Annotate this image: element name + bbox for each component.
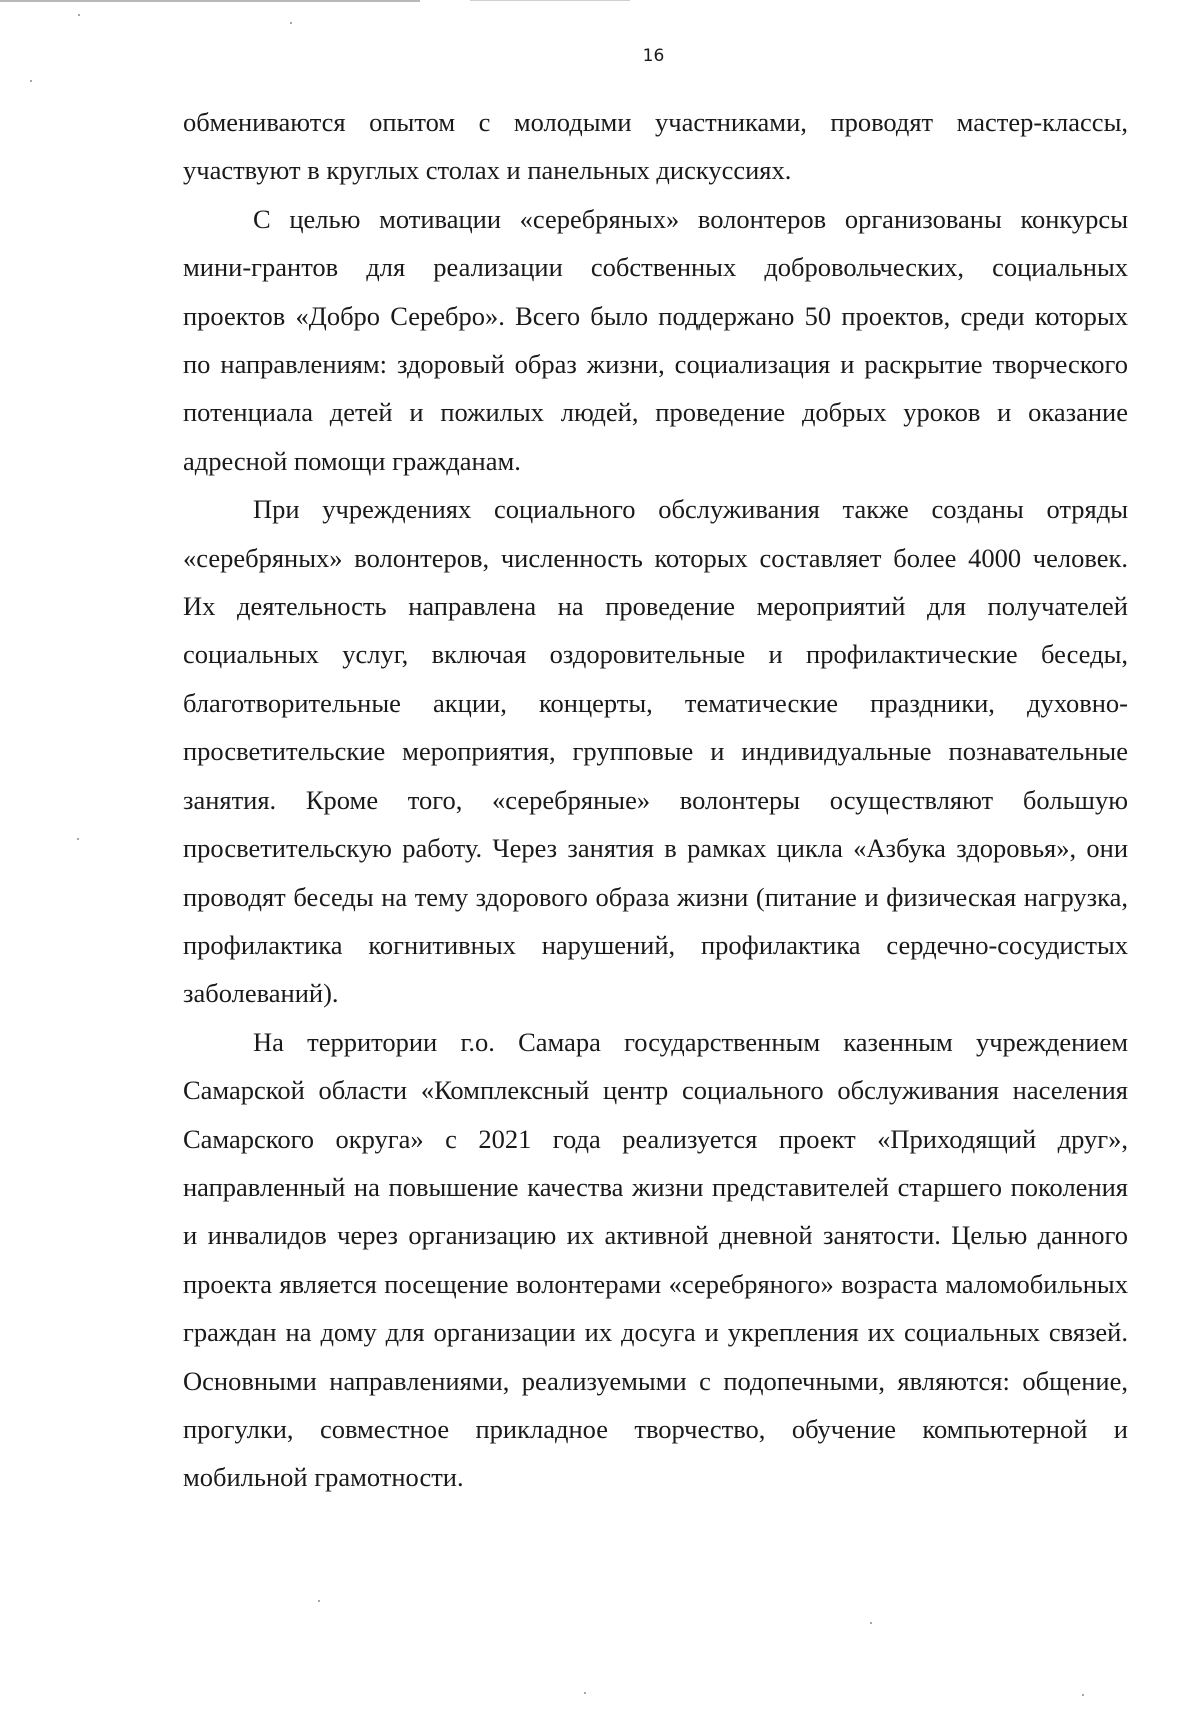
scan-speck [870,1622,872,1624]
paragraph: При учреждениях социального обслуживания также созданы отряды «серебряных» волонтеров, численность которых составляет более 4000 человек. Их деятельность направлена на проведение мероприятий для получателей социальных услуг, включая оздоровительные и профилактические беседы, благотворительные акции, концерты, тематические праздники, духовно-просветительские мероприятия, групповые и индивидуальные познавательные занятия. Кроме того, «серебряные» волонтеры осуществляют большую просветительскую работу. Через занятия в рамках цикла «Азбука здоровья», они проводят беседы на тему здорового образа жизни (питание и физическая нагрузка, профилактика когнитивных нарушений, профилактика сердечно-сосудистых заболеваний). [183,494,1128,1009]
scan-edge-artifact [470,0,630,1]
scan-speck [290,22,292,24]
paragraph: обмениваются опытом с молодыми участниками, проводят мастер-классы, участвуют в круглых столах и панельных дискуссиях. [183,107,1128,186]
document-body [183,98,1128,1502]
scan-speck [318,1600,320,1602]
scan-speck [30,80,32,82]
scan-speck [77,838,79,840]
scan-edge-artifact [0,0,420,2]
paragraph: С целью мотивации «серебряных» волонтеров организованы конкурсы мини-грантов для реализации собственных добровольческих, социальных проектов «Добро Серебро». Всего было поддержано 50 проектов, среди которых по направлениям: здоровый образ жизни, социализация и раскрытие творческого потенциала детей и пожилых людей, проведение добрых уроков и оказание адресной помощи гражданам. [183,203,1128,476]
page-number: 16 [642,46,665,66]
scan-speck [584,1692,586,1694]
scan-speck [78,14,80,16]
paragraph: На территории г.о. Самара государственным казенным учреждением Самарской области «Комплексный центр социального обслуживания населения Самарского округа» с 2021 года реализуется проект «Приходящий друг», направленный на повышение качества жизни представителей старшего поколения и инвалидов через организацию их активной дневной занятости. Целью данного проекта является посещение волонтерами «серебряного» возраста маломобильных граждан на дому для организации их досуга и укрепления их социальных связей. Основными направлениями, реализуемыми с подопечными, являются: общение, прогулки, совместное прикладное творчество, обучение компьютерной и мобильной грамотности. [183,1026,1128,1493]
scan-speck [1082,1694,1084,1696]
